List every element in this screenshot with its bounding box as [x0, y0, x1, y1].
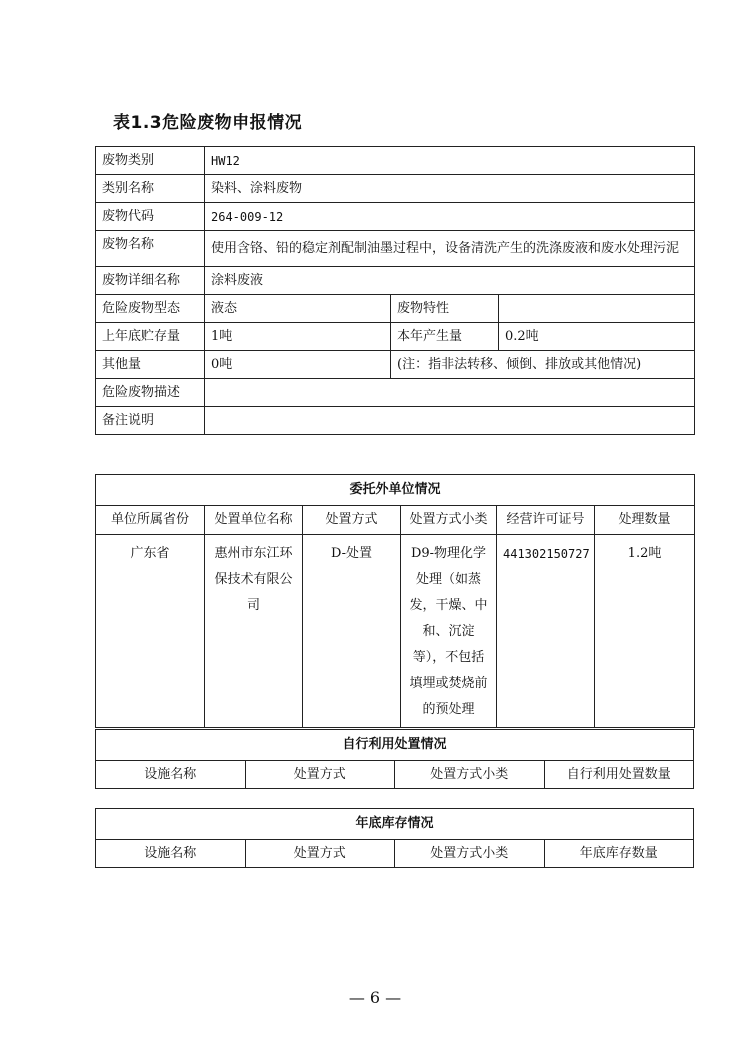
subtype-line: 填埋或焚烧前: [409, 676, 488, 691]
row-label: 备注说明: [96, 407, 205, 435]
row-label: 废物代码: [96, 203, 205, 231]
column-header: 自行利用处置数量: [544, 761, 694, 789]
row-label: 类别名称: [96, 175, 205, 203]
license-cell: 441302150727: [497, 535, 595, 728]
row-label: 危险废物型态: [96, 295, 205, 323]
category-name-value: 染料、涂料废物: [205, 175, 695, 203]
form-value: 液态: [205, 295, 391, 323]
page-title: 表1.3危险废物申报情况: [113, 113, 303, 133]
row-label: 废物特性: [391, 295, 499, 323]
column-header: 处置方式小类: [395, 761, 545, 789]
entrusted-table: [95, 474, 695, 728]
table-row: [96, 267, 695, 295]
waste-name-value: 使用含铬、铅的稳定剂配制油墨过程中，设备清洗产生的洗涤废液和废水处理污泥: [205, 231, 695, 267]
unit-name-line: 保技术有限公: [214, 572, 293, 587]
other-value: 0吨: [205, 351, 391, 379]
column-header: 处置方式小类: [401, 506, 497, 535]
header-row: [96, 840, 694, 868]
quantity-cell: 1.2吨: [595, 535, 695, 728]
description-value: [205, 379, 695, 407]
column-header: 处置方式: [245, 840, 395, 868]
row-label: 危险废物描述: [96, 379, 205, 407]
section-title: 年底库存情况: [96, 809, 694, 840]
detailed-name-value: 涂料废液: [205, 267, 695, 295]
unit-name-cell: [205, 535, 303, 728]
table-row: [96, 351, 695, 379]
subtype-line: 处理（如蒸: [415, 572, 481, 587]
self-use-table: [95, 729, 694, 789]
column-header: 处置方式小类: [395, 840, 545, 868]
table-row: [96, 535, 695, 728]
annual-value: 0.2吨: [499, 323, 695, 351]
property-value: [499, 295, 695, 323]
column-header: 处理数量: [595, 506, 695, 535]
subtype-line: 发，干燥、中: [409, 598, 488, 613]
subtype-line: D9-物理化学: [410, 546, 487, 561]
unit-name-line: 司: [246, 598, 260, 613]
page-number: — 6 —: [348, 988, 402, 1007]
column-header: 单位所属省份: [96, 506, 205, 535]
header-row: [96, 506, 695, 535]
row-label: 其他量: [96, 351, 205, 379]
column-header: 处置单位名称: [205, 506, 303, 535]
table-row: [96, 323, 695, 351]
column-header: 设施名称: [96, 840, 246, 868]
table-row: [96, 147, 695, 175]
column-header: 经营许可证号: [497, 506, 595, 535]
subtype-line: 和、沉淀: [422, 624, 475, 639]
table-row: [96, 175, 695, 203]
section-title: 自行利用处置情况: [96, 730, 694, 761]
column-header: 年底库存数量: [544, 840, 694, 868]
row-label: 废物详细名称: [96, 267, 205, 295]
row-label: 废物类别: [96, 147, 205, 175]
column-header: 处置方式: [245, 761, 395, 789]
row-label: 上年底贮存量: [96, 323, 205, 351]
table-row: [96, 203, 695, 231]
table-row: [96, 407, 695, 435]
method-cell: D-处置: [303, 535, 401, 728]
remark-value: [205, 407, 695, 435]
waste-code-value: 264-009-12: [205, 203, 695, 231]
province-cell: 广东省: [96, 535, 205, 728]
year-end-table: [95, 808, 694, 868]
subtype-cell: [401, 535, 497, 728]
header-row: [96, 761, 694, 789]
other-note: (注：指非法转移、倾倒、排放或其他情况): [391, 351, 695, 379]
table-row: [96, 379, 695, 407]
section-title: 委托外单位情况: [96, 475, 695, 506]
waste-category-value: HW12: [205, 147, 695, 175]
last-stock-value: 1吨: [205, 323, 391, 351]
column-header: 处置方式: [303, 506, 401, 535]
row-label: 废物名称: [96, 231, 205, 267]
table-row: [96, 295, 695, 323]
column-header: 设施名称: [96, 761, 246, 789]
table-row: [96, 231, 695, 267]
declaration-table: [95, 146, 695, 435]
subtype-line: 的预处理: [422, 702, 475, 717]
unit-name-line: 惠州市东江环: [214, 546, 293, 561]
row-label: 本年产生量: [391, 323, 499, 351]
subtype-line: 等），不包括: [412, 650, 485, 665]
